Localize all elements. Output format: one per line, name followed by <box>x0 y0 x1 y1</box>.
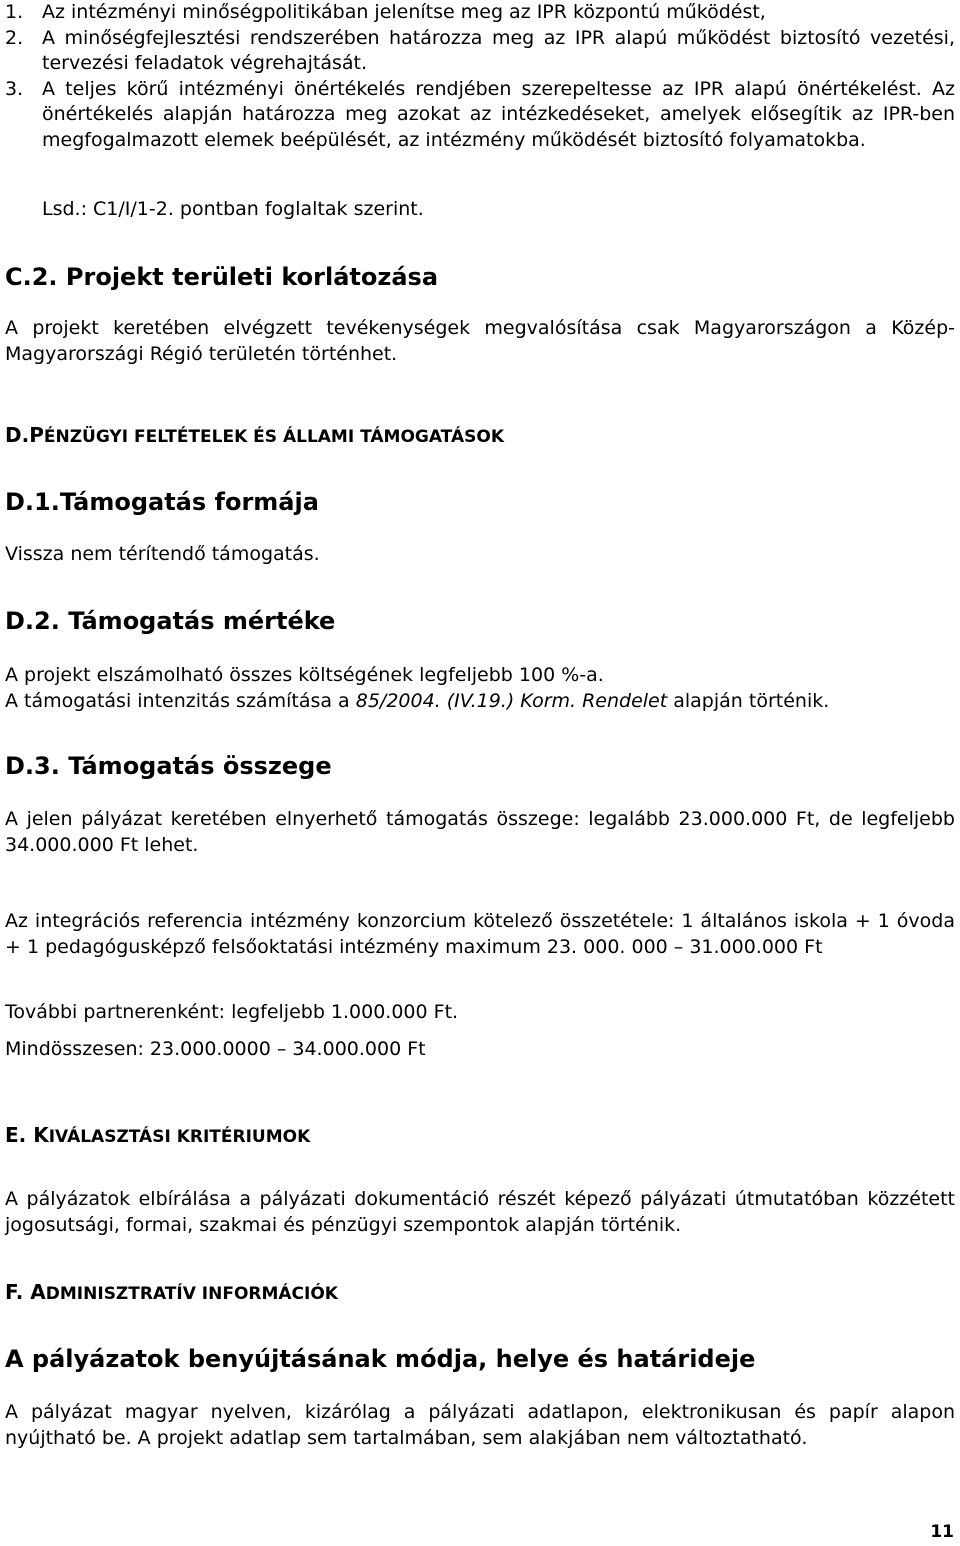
section-d-first-letter: P <box>29 423 44 447</box>
section-e-title-rest: IVÁLASZTÁSI KRITÉRIUMOK <box>48 1127 311 1147</box>
list-item-text: A minőségfejlesztési rendszerében határozza meg az IPR alapú működést biztosító vezetési, tervezési feladatok végrehajtását. <box>42 26 955 74</box>
submission-heading: A pályázatok benyújtásának módja, helye és határideje <box>5 1345 756 1373</box>
section-f-first-letter: A <box>30 1280 46 1304</box>
c2-body: A projekt keretében elvégzett tevékenységek megvalósítása csak Magyarországon a Közép-Magyarországi Régió területén történhet. <box>5 317 955 365</box>
list-item-number: 3. <box>5 77 24 100</box>
d3-consortium: Az integrációs referencia intézmény konzorcium kötelező összetétele: 1 általános iskola + 1 óvoda + 1 pedagógusképző felsőoktatási intézmény maximum 23. 000. 000 – 31.000.000 Ft <box>5 910 955 958</box>
section-heading-d1: D.1.Támogatás formája <box>5 488 319 516</box>
list-item-number: 1. <box>5 1 24 23</box>
d2-line-2-end: alapján történik. <box>667 690 830 712</box>
list-item-text: Az intézményi minőségpolitikában jelenítse meg az IPR központú működést, <box>42 1 766 23</box>
list-item-number: 2. <box>5 26 24 49</box>
submission-body: A pályázat magyar nyelven, kizárólag a pályázati adatlapon, elektronikusan és papír alapon nyújtható be. A projekt adatlap sem tartalmában, sem alakjában nem változtatható. <box>5 1401 955 1449</box>
section-heading-d <box>5 422 955 450</box>
d3-total: Mindösszesen: 23.000.0000 – 34.000.000 Ft <box>5 1038 426 1060</box>
d2-line-2-start: A támogatási intenzitás számítása a <box>5 690 356 712</box>
d3-partner: További partnerenként: legfeljebb 1.000.000 Ft. <box>5 1001 459 1023</box>
section-heading-d3: D.3. Támogatás összege <box>5 752 332 780</box>
list-item <box>5 26 955 77</box>
section-heading-d2: D.2. Támogatás mértéke <box>5 607 336 635</box>
e-body: A pályázatok elbírálása a pályázati dokumentáció részét képező pályázati útmutatóban közzétett jogosutsági, formai, szakmai és pénzügyi szempontok alapján történik. <box>5 1188 955 1236</box>
d2-line-1: A projekt elszámolható összes költségének legfeljebb 100 %-a. <box>5 664 604 686</box>
section-f-prefix: F. <box>5 1280 31 1304</box>
section-e-first-letter: K <box>33 1123 49 1147</box>
reference-note: Lsd.: C1/I/1-2. pontban foglaltak szerint. <box>42 198 424 220</box>
section-heading-e <box>5 1122 955 1150</box>
list-item-text: A teljes körű intézményi önértékelés rendjében szerepeltesse az IPR alapú önértékelést. Az önértékelés alapján határozza meg azokat az intézkedéseket, amelyek elősegítik az IPR-ben megfogalmazott elemek beépülését, az intézmény működését biztosító folyamatokba. <box>42 77 955 151</box>
regulation-reference: 85/2004. (IV.19.) Korm. Rendelet <box>355 690 668 712</box>
section-d-prefix: D. <box>5 423 30 447</box>
section-d-title-rest: ÉNZÜGYI FELTÉTELEK ÉS ÁLLAMI TÁMOGATÁSOK <box>43 427 504 447</box>
d3-body: A jelen pályázat keretében elnyerhető támogatás összege: legalább 23.000.000 Ft, de legfeljebb 34.000.000 Ft lehet. <box>5 808 955 856</box>
section-heading-f <box>5 1279 955 1307</box>
d2-line-2 <box>5 689 955 715</box>
list-item <box>5 0 955 26</box>
section-f-title-rest: DMINISZTRATÍV INFORMÁCIÓK <box>45 1284 338 1304</box>
requirements-list <box>5 0 955 153</box>
list-item <box>5 77 955 154</box>
page-number: 11 <box>930 1522 954 1542</box>
d1-body: Vissza nem térítendő támogatás. <box>5 543 320 565</box>
section-heading-c2: C.2. Projekt területi korlátozása <box>5 263 439 291</box>
section-e-prefix: E. <box>5 1123 34 1147</box>
